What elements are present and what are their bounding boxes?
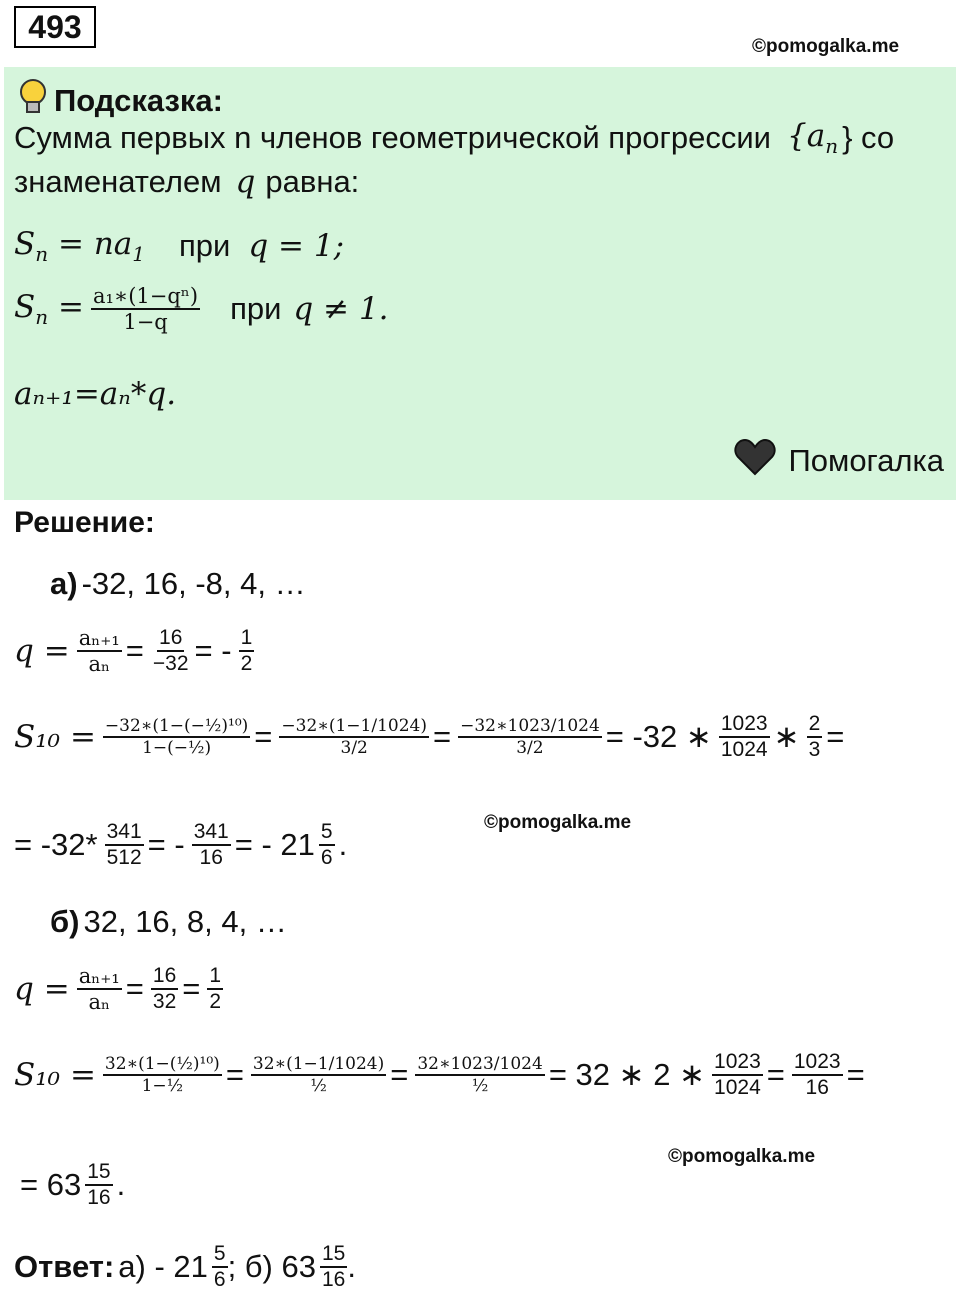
hint-line1	[14, 118, 898, 158]
sum-lhs: S₁₀ =	[14, 1057, 96, 1093]
sum-lhs: S₁₀ =	[14, 719, 96, 755]
fraction: 5 6	[320, 820, 333, 869]
formula-3	[14, 376, 180, 412]
answer-label: Ответ:	[14, 1249, 115, 1284]
part-label: б)	[50, 904, 80, 939]
equals: =	[390, 1057, 409, 1092]
equals: =	[254, 719, 273, 754]
equals: =	[182, 971, 201, 1006]
period: .	[116, 1167, 126, 1202]
formula-1	[14, 226, 348, 266]
fraction: $\frac{1023}{16}$	[793, 1050, 841, 1099]
solution-title: Решение:	[14, 506, 155, 539]
period: .	[347, 1249, 356, 1284]
equals: =	[225, 1057, 244, 1092]
fraction: $\frac{\text{aₙ₊₁}}{\text{aₙ}}$	[78, 964, 120, 1014]
fraction: $\frac{\text{aₙ₊₁}}{\text{aₙ}}$	[78, 626, 120, 676]
fraction: $\frac{\text{−32∗(1−(−½)¹⁰)}}{\text{1−(−½)}}$	[104, 716, 249, 758]
formula-cond: q = 1;	[248, 228, 345, 265]
fraction: $\frac{-32∗1023/1024}{3/2}$	[460, 716, 600, 758]
hint-line2	[14, 164, 363, 200]
fraction: $\frac{-32∗(1-1/1024)}{3/2}$	[281, 716, 427, 758]
part-a-header	[50, 566, 310, 602]
watermark: ©pomogalka.me	[484, 812, 632, 833]
hint-text: Сумма первых n членов геометрической прогрессии	[14, 120, 771, 156]
fraction: 1 2	[240, 626, 253, 675]
part-a-sum	[14, 712, 848, 762]
equals: =	[125, 633, 144, 668]
fraction: $\frac{\text{32∗(1−(½)¹⁰)}}{\text{1−½}}$	[104, 1054, 220, 1096]
fraction: $\frac{16}{32}$	[152, 964, 177, 1013]
fraction: $\frac{341}{512}$	[106, 820, 142, 869]
watermark: ©pomogalka.me	[752, 36, 900, 57]
part-b-q	[14, 964, 227, 1014]
equals: =	[846, 1057, 865, 1092]
seq-symbol: {$a_n$	[786, 118, 839, 159]
answer-text: а) - 21	[118, 1249, 208, 1284]
formula-when: при	[230, 291, 282, 326]
part-a-result	[14, 820, 351, 870]
fraction: 32∗1023/1024 ½	[417, 1054, 543, 1096]
answer-text: ; б) 63	[227, 1249, 316, 1284]
q-lhs: q =	[14, 633, 70, 669]
q-symbol: q	[235, 164, 256, 200]
fraction: $\frac{341}{16}$	[193, 820, 229, 869]
hint-text: знаменателем	[14, 164, 222, 199]
equals: =	[432, 719, 452, 754]
brand-name: Помогалка	[788, 443, 944, 478]
equals: = -	[194, 633, 232, 668]
watermark: ©pomogalka.me	[668, 1146, 816, 1167]
q-lhs: q =	[14, 971, 70, 1007]
formula-lhs: $S_n = na_1$	[14, 226, 146, 267]
fraction: 32∗(1−1/1024) ½	[252, 1054, 385, 1096]
part-b-header	[50, 904, 291, 940]
period: .	[338, 827, 348, 862]
fraction: 5 6	[213, 1242, 226, 1291]
fraction: 15 16	[87, 1160, 111, 1209]
fraction: $\frac{16}{-32}$	[152, 626, 189, 675]
answer-row	[14, 1242, 360, 1292]
fraction: $\frac{2}{3}$	[808, 712, 821, 761]
equals: = - 21	[234, 827, 315, 862]
formula-lhs: $S_n$ =	[14, 288, 84, 330]
equals: = -32 ∗	[605, 719, 712, 754]
formula-text: aₙ₊₁=aₙ*q.	[14, 376, 177, 412]
equals: = -	[147, 827, 185, 862]
formula-2	[14, 284, 393, 334]
fraction: $\frac{1}{2}$	[209, 964, 222, 1013]
equals: =	[826, 719, 845, 754]
fraction: $\frac{\text{a₁∗(1−qⁿ)}}{1-q}$	[92, 284, 199, 334]
part-b-result	[20, 1160, 129, 1210]
sequence: -32, 16, -8, 4, …	[81, 566, 306, 601]
fraction: $\frac{1023}{1024}$	[714, 1050, 761, 1099]
hint-title: Подсказка:	[54, 83, 223, 118]
hint-text: равна:	[265, 164, 360, 199]
result-text: = -32*	[14, 827, 98, 862]
equals: =	[766, 1057, 785, 1092]
equals: = 32 ∗ 2 ∗	[548, 1057, 706, 1092]
formula-when: при	[179, 228, 231, 264]
problem-number: 493	[14, 6, 96, 48]
sequence: 32, 16, 8, 4, …	[83, 904, 287, 939]
equals: =	[125, 971, 144, 1006]
multiply: ∗	[773, 719, 800, 754]
fraction: 1023 1024	[720, 712, 768, 761]
formula-cond: q ≠ 1.	[293, 291, 389, 327]
result-text: = 63	[20, 1167, 82, 1202]
part-b-sum	[14, 1050, 869, 1100]
brand-row	[734, 438, 944, 484]
heart-icon	[734, 438, 776, 484]
fraction: 15 16	[321, 1242, 346, 1291]
part-label: а)	[50, 566, 78, 601]
hint-text-end: } со	[842, 120, 895, 156]
part-a-q	[14, 626, 258, 676]
